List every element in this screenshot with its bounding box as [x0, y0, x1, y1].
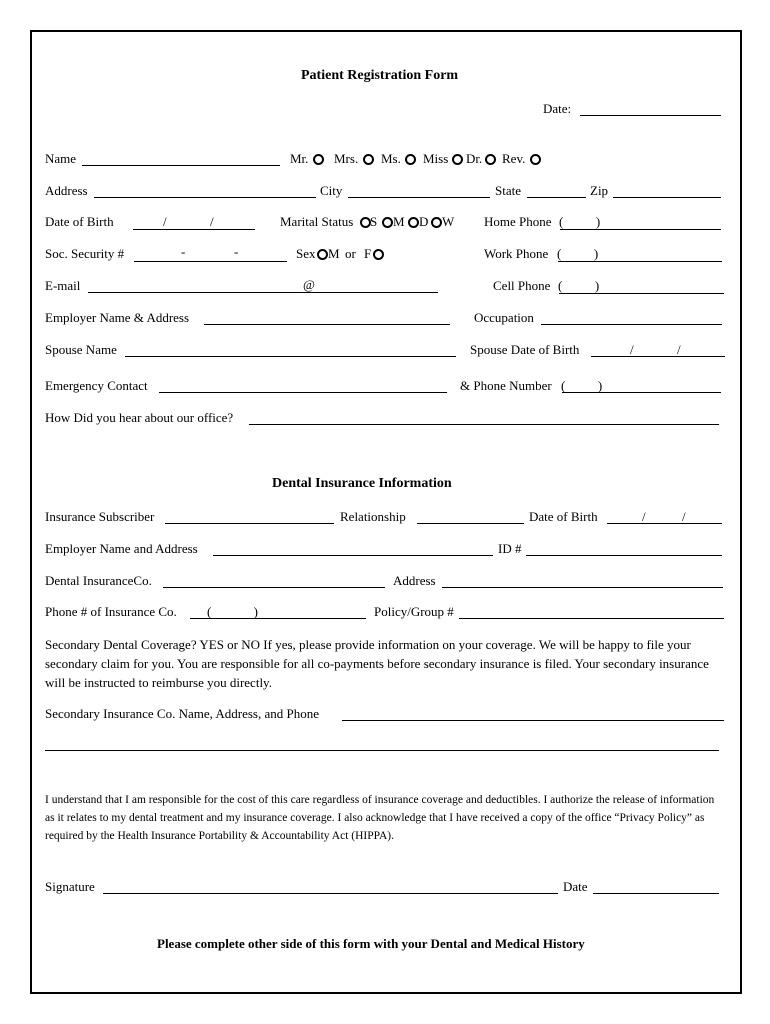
occupation-field[interactable] — [541, 324, 722, 325]
email-field[interactable] — [88, 292, 438, 293]
ssn-dash: - — [234, 244, 239, 259]
zip-label: Zip — [590, 183, 609, 198]
home-phone-parens: ( ) — [559, 214, 601, 229]
footer-note: Please complete other side of this form with your Dental and Medical History — [157, 936, 585, 951]
sex-or-label: or — [345, 246, 356, 261]
ins-phone-parens: ( ) — [207, 604, 258, 619]
marital-d-radio[interactable] — [408, 217, 419, 228]
subscriber-dob-label: Date of Birth — [529, 509, 598, 524]
dob-field[interactable] — [133, 229, 255, 230]
spouse-dob-field[interactable] — [591, 356, 725, 357]
title-rev-label: Rev. — [502, 151, 526, 166]
marital-status-label: Marital Status — [280, 214, 354, 229]
email-at-symbol: @ — [303, 277, 315, 292]
cell-phone-parens: ( ) — [558, 278, 600, 293]
address-field[interactable] — [94, 197, 316, 198]
signature-label: Signature — [45, 879, 95, 894]
subscriber-label: Insurance Subscriber — [45, 509, 155, 524]
work-phone-field[interactable] — [558, 261, 722, 262]
secondary-coverage-text: Secondary Dental Coverage? YES or NO If yes, please provide information on your coverage. We will be happy to file your secondary claim for you. You are responsible for all co-payments before secondary insurance is filed. Your secondary insurance will be instructed to reimburse you directly. — [45, 637, 709, 690]
dob-slash: / — [163, 214, 167, 229]
address-label: Address — [45, 183, 88, 198]
cell-phone-label: Cell Phone — [493, 278, 551, 293]
relationship-field[interactable] — [417, 523, 524, 524]
zip-field[interactable] — [613, 197, 721, 198]
marital-m-radio[interactable] — [382, 217, 393, 228]
emergency-phone-label: & Phone Number — [460, 378, 552, 393]
secondary-name-label: Secondary Insurance Co. Name, Address, and Phone — [45, 706, 320, 721]
title-miss-radio[interactable] — [452, 154, 463, 165]
work-phone-parens: ( ) — [557, 246, 599, 261]
subscriber-field[interactable] — [165, 523, 334, 524]
policy-label: Policy/Group # — [374, 604, 454, 619]
relationship-label: Relationship — [340, 509, 406, 524]
title-dr-radio[interactable] — [485, 154, 496, 165]
subscriber-dob-slash: / — [682, 509, 686, 524]
title-mr-label: Mr. — [290, 151, 309, 166]
city-label: City — [320, 183, 343, 198]
email-label: E-mail — [45, 278, 81, 293]
dob-slash: / — [210, 214, 214, 229]
ins-company-field[interactable] — [163, 587, 385, 588]
employer-field[interactable] — [204, 324, 450, 325]
spouse-dob-slash: / — [677, 342, 681, 357]
signature-field[interactable] — [103, 893, 558, 894]
sex-f-label: F — [364, 246, 372, 261]
home-phone-label: Home Phone — [484, 214, 552, 229]
sex-f-radio[interactable] — [373, 249, 384, 260]
emergency-phone-parens: ( ) — [561, 378, 603, 393]
consent-text: I understand that I am responsible for the cost of this care regardless of insurance coverage and deductibles. I authorize the release of information as it relates to my dental treatment and my insurance coverage. I also acknowledge that I have received a copy of the office “Privacy Policy” as required by the Health Insurance Portability & Accountability Act (HIPPA). — [45, 794, 715, 842]
title-miss-label: Miss — [423, 151, 449, 166]
date-field[interactable] — [580, 115, 721, 116]
sex-m-radio[interactable] — [317, 249, 328, 260]
ins-employer-label: Employer Name and Address — [45, 541, 198, 556]
secondary-name-field[interactable] — [342, 720, 724, 721]
ins-id-field[interactable] — [526, 555, 722, 556]
spouse-dob-label: Spouse Date of Birth — [470, 342, 580, 357]
ins-company-label: Dental InsuranceCo. — [45, 573, 152, 588]
marital-w-radio[interactable] — [431, 217, 442, 228]
ins-address-label: Address — [393, 573, 436, 588]
ins-address-field[interactable] — [442, 587, 723, 588]
state-label: State — [495, 183, 521, 198]
secondary-name-field-2[interactable] — [45, 750, 719, 751]
emergency-contact-label: Emergency Contact — [45, 378, 148, 393]
form-title: Patient Registration Form — [301, 68, 459, 83]
signature-date-label: Date — [563, 879, 588, 894]
spouse-name-label: Spouse Name — [45, 342, 117, 357]
ins-phone-field[interactable] — [190, 618, 366, 619]
title-mrs-label: Mrs. — [334, 151, 359, 166]
signature-date-field[interactable] — [593, 893, 719, 894]
title-ms-radio[interactable] — [405, 154, 416, 165]
spouse-dob-slash: / — [630, 342, 634, 357]
referral-field[interactable] — [249, 424, 719, 425]
dob-label: Date of Birth — [45, 214, 114, 229]
subscriber-dob-field[interactable] — [607, 523, 722, 524]
emergency-phone-field[interactable] — [562, 392, 721, 393]
subscriber-dob-slash: / — [642, 509, 646, 524]
name-field[interactable] — [82, 165, 280, 166]
ins-phone-label: Phone # of Insurance Co. — [45, 604, 177, 619]
emergency-contact-field[interactable] — [159, 392, 447, 393]
marital-d-label: D — [419, 214, 429, 229]
name-label: Name — [45, 151, 77, 166]
date-label: Date: — [543, 101, 572, 116]
cell-phone-field[interactable] — [559, 293, 724, 294]
ssn-field[interactable] — [134, 261, 287, 262]
marital-w-label: W — [442, 214, 455, 229]
occupation-label: Occupation — [474, 310, 534, 325]
marital-s-label: S — [370, 214, 378, 229]
title-ms-label: Ms. — [381, 151, 401, 166]
marital-m-label: M — [393, 214, 405, 229]
title-dr-label: Dr. — [466, 151, 483, 166]
ins-employer-field[interactable] — [213, 555, 493, 556]
employer-label: Employer Name & Address — [45, 310, 190, 325]
ins-id-label: ID # — [498, 541, 522, 556]
insurance-heading: Dental Insurance Information — [272, 476, 452, 491]
ssn-label: Soc. Security # — [45, 246, 125, 261]
title-mr-radio[interactable] — [313, 154, 324, 165]
policy-field[interactable] — [459, 618, 724, 619]
work-phone-label: Work Phone — [484, 246, 549, 261]
spouse-name-field[interactable] — [125, 356, 456, 357]
ssn-dash: - — [181, 244, 186, 259]
city-field[interactable] — [348, 197, 490, 198]
sex-m-label: M — [328, 246, 340, 261]
home-phone-field[interactable] — [560, 229, 721, 230]
title-mrs-radio[interactable] — [363, 154, 374, 165]
referral-label: How Did you hear about our office? — [45, 410, 234, 425]
state-field[interactable] — [527, 197, 586, 198]
title-rev-radio[interactable] — [530, 154, 541, 165]
sex-label: Sex — [296, 246, 316, 261]
